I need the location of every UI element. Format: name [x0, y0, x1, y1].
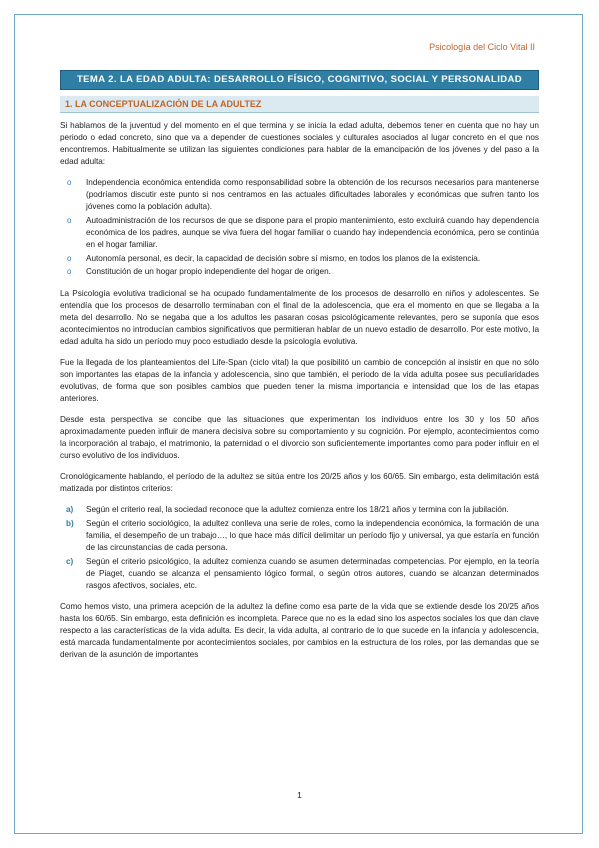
- chapter-title-bar: TEMA 2. LA EDAD ADULTA: DESARROLLO FÍSICO, COGNITIVO, SOCIAL Y PERSONALIDAD: [60, 70, 539, 90]
- bullet-circle-icon: o: [67, 267, 72, 277]
- paragraph-definition: Como hemos visto, una primera acepción de la adultez la define como esa parte de la vida que se extiende desde los 20/25 años hasta los 60/65. Sin embargo, esta definición es incompleta. Parece que no es la edad sino los aspectos sociales los que dan clave respecto a las características de la vida adulta. Es decir, la vida adulta, al contrario de lo que sucede en la infancia y adolescencia, está marcada fundamentalmente por acontecimientos sociales, por cambios en la estructura de los roles, por las demandas que se derivan de la asunción de importantes: [60, 602, 539, 659]
- list-item: o Independencia económica entendida como responsabilidad sobre la obtención de los recursos necesarios para mantenerse (podríamos discutir este punto si nos centramos en las actuales dificultades laborales y económicas que sufren tanto los jóvenes como la población adulta).: [67, 178, 539, 211]
- list-item: o Autoadministración de los recursos de que se dispone para el propio mantenimiento, esto excluirá cuando hay dependencia económica de los padres, aunque se viva fuera del hogar familiar o cuando hay independencia económica, pero se continúa en el hogar familiar.: [67, 215, 539, 249]
- list-marker: b): [66, 519, 74, 529]
- list-marker: a): [66, 505, 74, 515]
- bullet-circle-icon: o: [67, 215, 72, 225]
- paragraph-perspective: Desde esta perspectiva se concibe que las situaciones que experimentan los individuos entre los 30 y los 50 años aproximadamente pueden influir de manera decisiva sobre su comportamiento y su cognición. Por ejemplo, acontecimientos como la incorporación al trabajo, el matrimonio, la paternidad o el divorcio son suficientemente importantes como para poder influir en el curso evolutivo de los individuos.: [60, 415, 539, 460]
- list-item: a) Según el criterio real, la sociedad reconoce que la adultez comienza entre los 18/21 años y termina con la jubilación.: [66, 505, 509, 515]
- section-heading: 1. LA CONCEPTUALIZACIÓN DE LA ADULTEZ: [60, 96, 539, 113]
- list-marker: c): [66, 557, 74, 567]
- list-item: c) Según el criterio psicológico, la adultez comienza cuando se asumen determinadas competencias. Por ejemplo, en la teoría de Piaget, cuando se alcanza el pensamiento lógico formal, o según otros autores, cuando se alcanzan determinados rasgos afectivos, sociales, etc.: [66, 557, 539, 590]
- paragraph-traditional-psychology: La Psicología evolutiva tradicional se ha ocupado fundamentalmente de los procesos de desarrollo en niños y adolescentes. Se entendía que los procesos de desarrollo terminaban con el final de la adolescencia, que era el momento en que se llegaba a la meta del desarrollo. No se negaba que a los adultos les pasaran cosas psicológicamente relevantes, pero se suponía que esos acontecimientos no introducían cambios significativos que permitieran hablar de un nuevo estadio de desarrollo. Por este motivo, la edad adulta ha sido un período muy poco estudiado desde la psicología evolutiva.: [60, 288, 539, 346]
- document-body: [60, 120, 539, 670]
- paragraph-life-span: Fue la llegada de los planteamientos del Life-Span (ciclo vital) la que posibilitó un cambio de concepción al insistir en que no sólo son importantes las etapas de la infancia y adolescencia, sino que también, el periodo de la vida adulta posee sus peculiaridades evolutivas, de forma que son posibles cambios que pueden tener la misma importancia e intensidad que los de las etapas anteriores.: [60, 357, 539, 403]
- page-number: 1: [297, 790, 302, 800]
- list-item: o Autonomía personal, es decir, la capacidad de decisión sobre sí mismo, en todos los planos de la existencia.: [67, 253, 481, 263]
- running-header-title: Psicología del Ciclo Vital II: [429, 42, 535, 52]
- paragraph-chronology: Cronológicamente hablando, el período de la adultez se sitúa entre los 20/25 años y los 60/65. Sin embargo, esta delimitación está matizada por distintos criterios:: [60, 472, 539, 494]
- list-item: b) Según el criterio sociológico, la adultez conlleva una serie de roles, como la independencia económica, la formación de una familia, el desempeño de un trabajo…, lo que hace más difícil delimitar un período fijo y universal, ya que estaría en función de las circunstancias de cada persona.: [66, 519, 539, 553]
- paragraph-intro: Si hablamos de la juventud y del momento en el que termina y se inicia la edad adulta, debemos tener en cuenta que no hay un periodo o edad concreto, sino que va a depender de cuestiones sociales y culturales asociados al lugar concreto en el que nos encontremos. Habitualmente se utilizan las siguientes condiciones para hablar de la emancipación de los jóvenes y del paso a la edad adulta:: [60, 121, 539, 166]
- list-item: o Constitución de un hogar propio independiente del hogar de origen.: [67, 267, 331, 277]
- emancipation-conditions-list: [60, 177, 539, 278]
- adulthood-criteria-list: [60, 504, 539, 591]
- bullet-circle-icon: o: [67, 178, 72, 188]
- bullet-circle-icon: o: [67, 253, 72, 263]
